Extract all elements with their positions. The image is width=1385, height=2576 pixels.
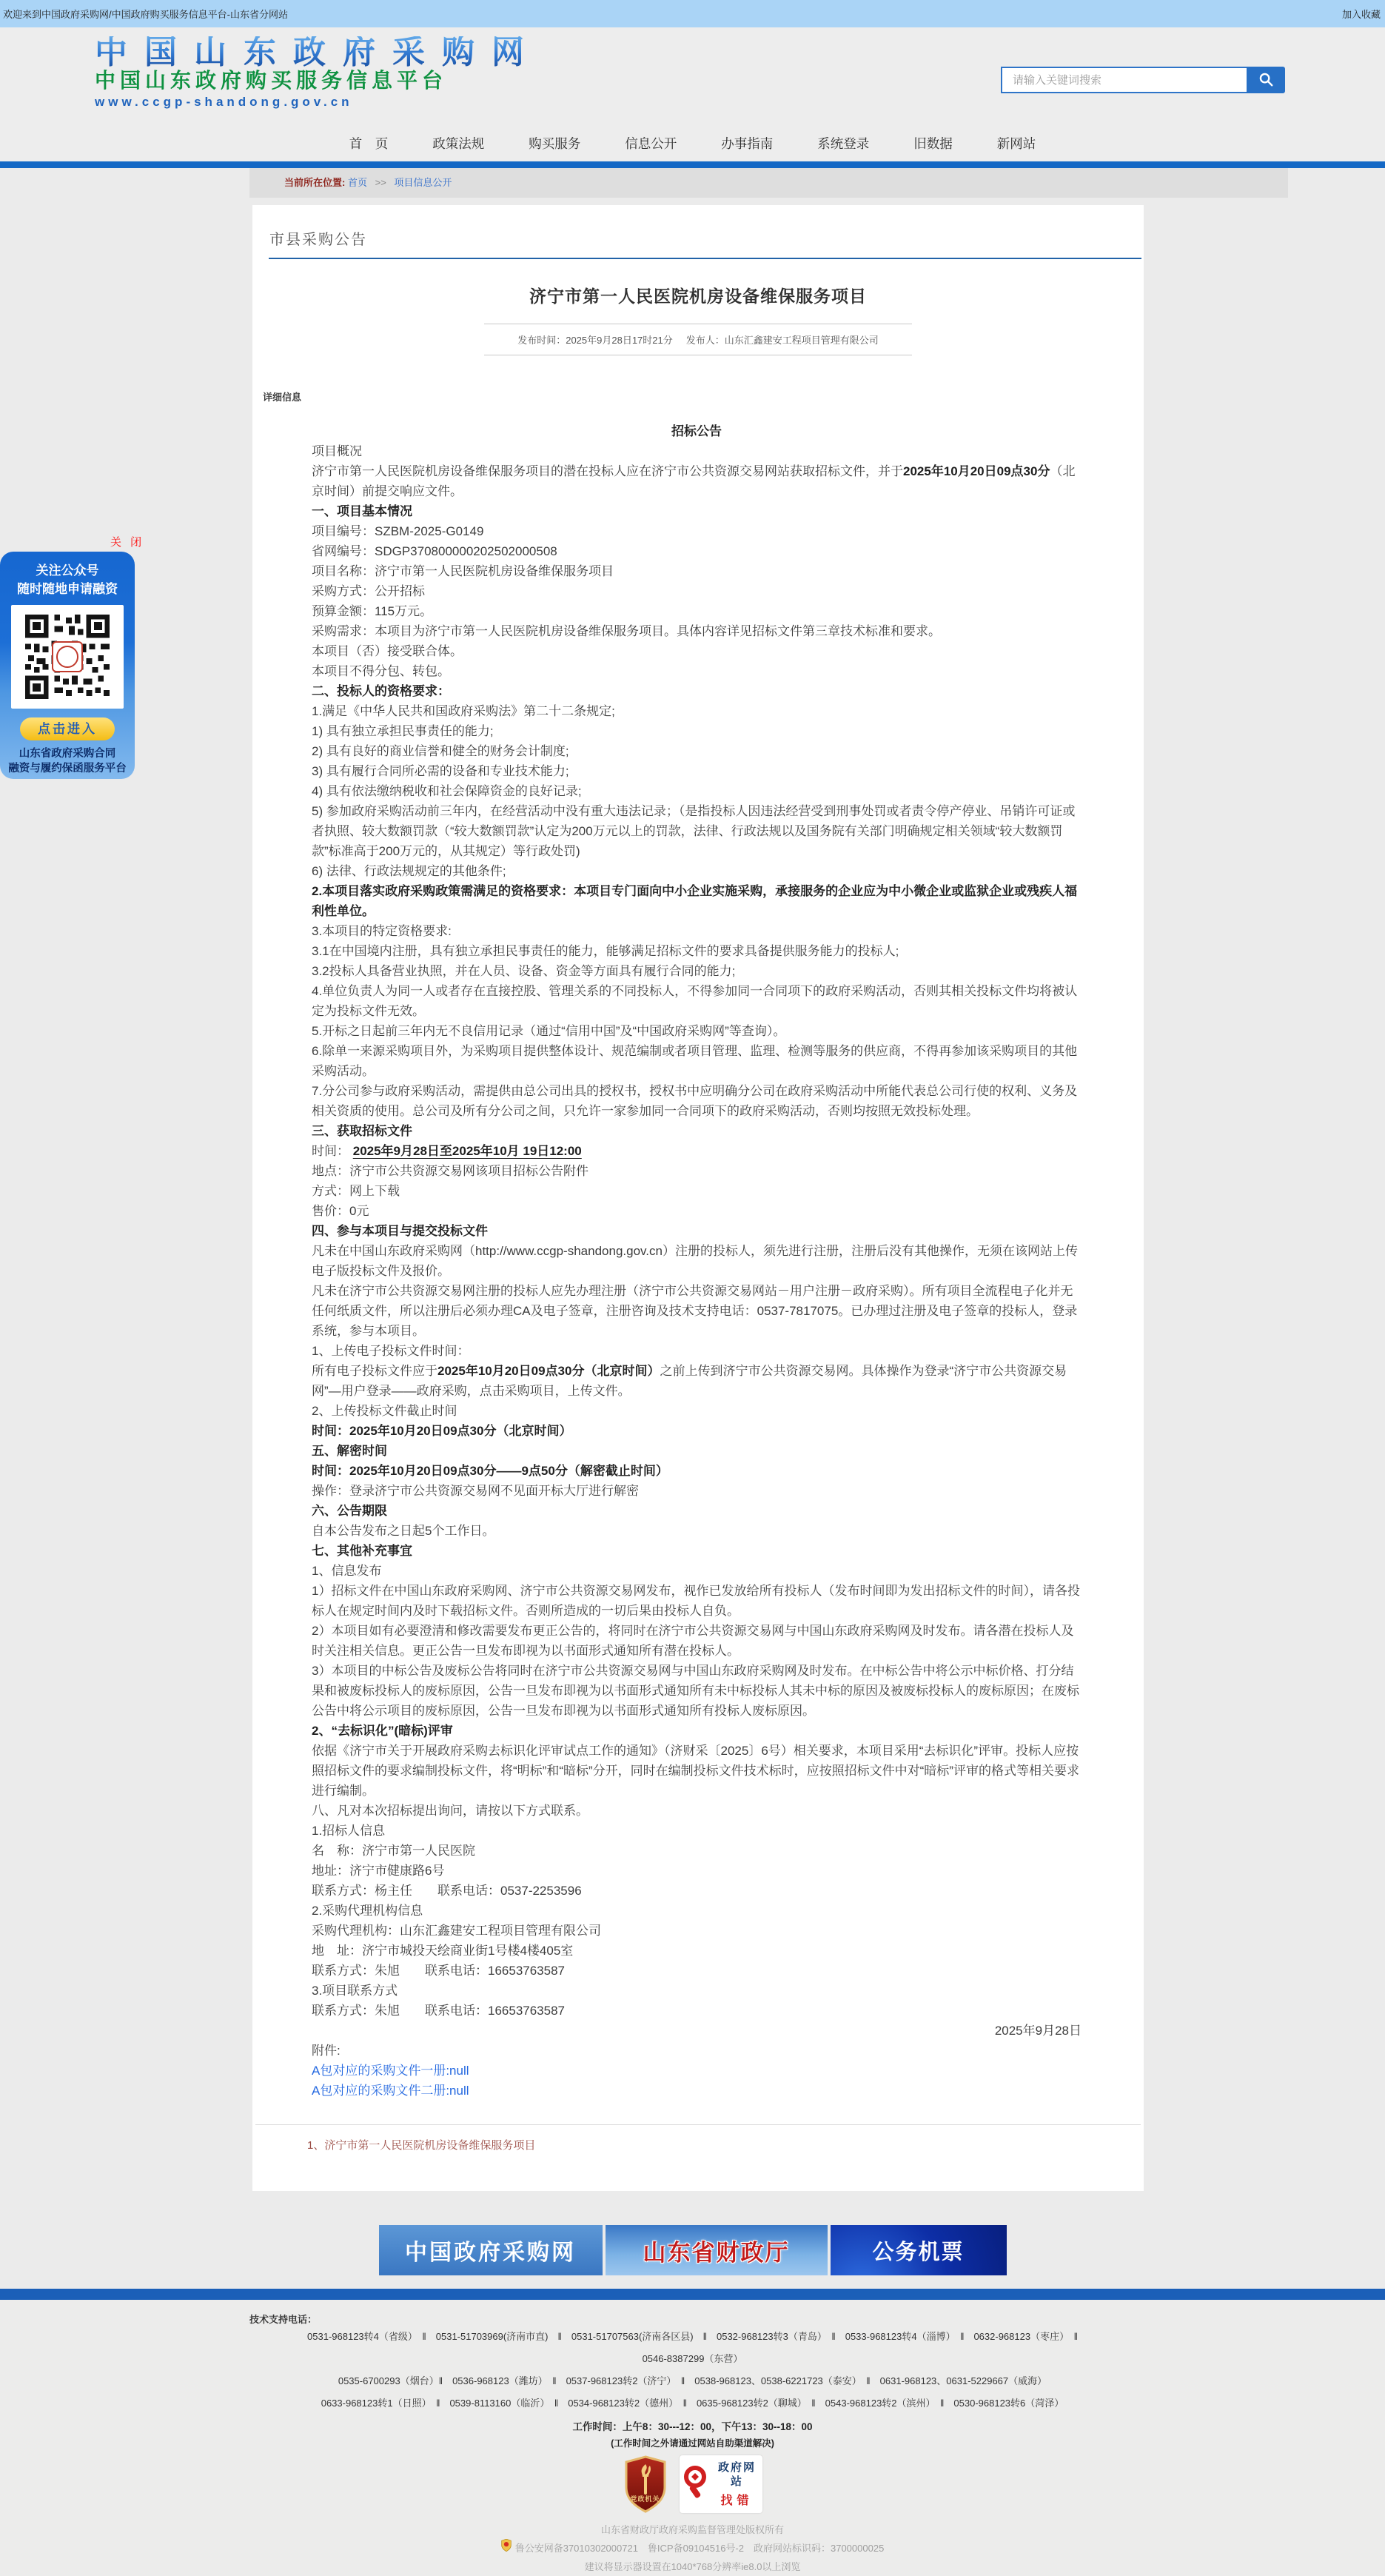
article-paragraph: 1、上传电子投标文件时间： bbox=[312, 1344, 470, 1358]
article-paragraph: 地 址：济宁市城投天绘商业街1号楼4楼405室 bbox=[312, 1944, 574, 1958]
publish-time: 2025年9月28日17时21分 bbox=[566, 335, 673, 346]
article-paragraph: 联系方式：杨主任 联系电话：0537-2253596 bbox=[312, 1884, 582, 1898]
widget-caption-line1: 山东省政府采购合同 bbox=[19, 748, 116, 760]
article-paragraph: 采购方式：公开招标 bbox=[312, 584, 425, 598]
article-paragraph: 联系方式：朱旭 联系电话：16653763587 bbox=[312, 1964, 565, 1978]
article-paragraph: 5.开标之日起前三年内无不良信用记录（通过“信用中国”及“中国政府采购网”等查询）。 bbox=[312, 1024, 786, 1038]
article-paragraph: 操作：登录济宁市公共资源交易网不见面开标大厅进行解密 bbox=[312, 1484, 639, 1498]
article-paragraph: 自本公告发布之日起5个工作日。 bbox=[312, 1524, 495, 1538]
article-paragraph: 所有电子投标文件应于2025年10月20日09点30分（北京时间）之前上传到济宁市公共资源交易网。具体操作为登录“济宁市公共资源交易网”—用户登录——政府采购，点击采购项目，上传文件。 bbox=[312, 1364, 1067, 1398]
banner-shandong-finance[interactable]: 山东省财政厅 bbox=[606, 2225, 828, 2275]
article-paragraph: 项目概况 bbox=[312, 444, 362, 458]
support-phone-line: 0633-968123转1（日照） ‖ 0539-8113160（临沂） ‖ 0534-968123转2（德州） ‖ 0635-968123转2（聊城） ‖ 0543-968123转2（滨州） ‖ 0530-968123转6（菏泽） bbox=[321, 2398, 1064, 2409]
banner-ccgp[interactable]: 中国政府采购网 bbox=[379, 2225, 603, 2275]
gov-site-label: 政府网站 bbox=[717, 2461, 756, 2488]
article-paragraph: 3.项目联系方式 bbox=[312, 1984, 398, 1998]
article-paragraph: 采购需求：本项目为济宁市第一人民医院机房设备维保服务项目。具体内容详见招标文件第三章技术标准和要求。 bbox=[312, 624, 941, 638]
footer bbox=[0, 2300, 1385, 2576]
site-title: 中国山东政府采购网 bbox=[95, 34, 541, 70]
article-paragraph: 项目编号：SZBM-2025-G0149 bbox=[312, 524, 484, 538]
breadcrumb-current-link[interactable]: 项目信息公开 bbox=[394, 177, 452, 188]
support-phone-line: 0546-8387299（东营） bbox=[642, 2353, 743, 2364]
magnifier-icon bbox=[681, 2464, 709, 2505]
article-paragraph: 本项目不得分包、转包。 bbox=[312, 664, 450, 678]
header bbox=[0, 27, 1385, 126]
publish-time-label: 发布时间： bbox=[517, 335, 566, 346]
breadcrumb-home-link[interactable]: 首页 bbox=[347, 177, 367, 188]
article-paragraph: 6.除单一来源采购项目外，为采购项目提供整体设计、规范编制或者项目管理、监理、检测等服务的供应商，不得再参加该采购项目的其他采购活动。 bbox=[312, 1044, 1078, 1078]
copyright-block bbox=[0, 2520, 1385, 2576]
section-title: 市县采购公告 bbox=[269, 232, 367, 248]
police-badge-icon bbox=[501, 2539, 512, 2557]
article-paragraph: 4) 具有依法缴纳税收和社会保障资金的良好记录; bbox=[312, 784, 582, 798]
article-paragraph: 2、“去标识化”(暗标)评审 bbox=[312, 1724, 453, 1738]
article-paragraph: 售价：0元 bbox=[312, 1204, 369, 1218]
article-paragraph bbox=[312, 2061, 1081, 2081]
article-paragraph: 1) 具有独立承担民事责任的能力; bbox=[312, 724, 494, 738]
article-paragraph: 本项目（否）接受联合体。 bbox=[312, 644, 463, 658]
widget-caption bbox=[0, 746, 135, 776]
article-paragraph: 地点：济宁市公共资源交易网该项目招标公告附件 bbox=[312, 1164, 588, 1178]
article-paragraph: 凡未在中国山东政府采购网（http://www.ccgp-shandong.gov.cn）注册的投标人，须先进行注册，注册后没有其他操作，无须在该网站上传电子版投标文件及报价。 bbox=[312, 1244, 1078, 1278]
related-item-link[interactable]: 1、济宁市第一人民医院机房设备维保服务项目 bbox=[307, 2139, 536, 2152]
support-phone-label: 技术支持电话： bbox=[249, 2314, 318, 2325]
article-paragraph: 二、投标人的资格要求： bbox=[312, 684, 450, 698]
nav-divider-bar bbox=[0, 161, 1385, 168]
article-paragraph: 2) 具有良好的商业信誉和健全的财务会计制度; bbox=[312, 744, 569, 758]
partner-banners bbox=[379, 2225, 1007, 2275]
worktime-note: (工作时间之外请通过网站自助渠道解决) bbox=[611, 2438, 774, 2449]
gov-site-error-badge[interactable] bbox=[680, 2455, 762, 2513]
article-paragraph: 6) 法律、行政法规规定的其他条件; bbox=[312, 864, 506, 878]
support-phone-line: 0535-6700293（烟台）‖ 0536-968123（潍坊） ‖ 0537-968123转2（济宁） ‖ 0538-968123、0538-6221723（泰安） ‖ 0631-968123、0631-5229667（威海） bbox=[338, 2375, 1047, 2386]
widget-title-line1: 关注公众号 bbox=[36, 563, 99, 578]
site-url: www.ccgp-shandong.gov.cn bbox=[95, 95, 353, 109]
article-paragraph: 2.本项目落实政府采购政策需满足的资格要求：本项目专门面向中小企业实施采购，承接服务的企业应为中小微企业或监狱企业或残疾人福利性单位。 bbox=[312, 884, 1078, 918]
article-paragraph: 4.单位负责人为同一人或者存在直接控股、管理关系的不同投标人，不得参加同一合同项下的政府采购活动，否则其相关投标文件均将被认定为投标文件无效。 bbox=[312, 984, 1078, 1018]
article-paragraph: 7.分公司参与政府采购活动，需提供由总公司出具的授权书，授权书中应明确分公司在政府采购活动中所能代表总公司行使的权利、义务及相关资质的使用。总公司及所有分公司之间，只允许一家参加同一合同项下的政府采购活动，否则均按照无效投标处理。 bbox=[312, 1084, 1078, 1118]
main-nav bbox=[0, 126, 1385, 161]
party-gov-badge-label: 党政机关 bbox=[630, 2495, 660, 2503]
article-paragraph: 济宁市第一人民医院机房设备维保服务项目的潜在投标人应在济宁市公共资源交易网站获取招标文件，并于2025年10月20日09点30分（北京时间）前提交响应文件。 bbox=[312, 464, 1076, 498]
article-paragraph: 附件: bbox=[312, 2044, 341, 2058]
support-phone-line: 0531-968123转4（省级） ‖ 0531-51703969(济南市直) ‖ 0531-51707563(济南各区县) ‖ 0532-968123转3（青岛） ‖ 0533-968123转4（淄博） ‖ 0632-968123（枣庄） ‖ bbox=[307, 2331, 1078, 2342]
widget-close-link[interactable]: 关 闭 bbox=[110, 536, 145, 549]
worktime-text: 工作时间：上午8：30---12：00，下午13：30--18：00 bbox=[572, 2421, 813, 2432]
resolution-suggest-text: 建议将显示器设置在1040*768分辨率ie8.0以上浏览 bbox=[584, 2561, 801, 2572]
nav-item-home[interactable]: 首 页 bbox=[349, 136, 389, 151]
section-rule bbox=[269, 258, 1141, 259]
nav-item-olddata[interactable]: 旧数据 bbox=[913, 136, 953, 151]
publisher: 山东汇鑫建安工程项目管理有限公司 bbox=[724, 335, 879, 346]
article-paragraph: 1.满足《中华人民共和国政府采购法》第二十二条规定; bbox=[312, 704, 615, 718]
widget-enter-button[interactable]: 点击进入 bbox=[20, 717, 115, 740]
article-paragraph bbox=[312, 2081, 1081, 2101]
banner-official-ticket[interactable]: 公务机票 bbox=[831, 2225, 1007, 2275]
article-paragraph: 依据《济宁市关于开展政府采购去标识化评审试点工作的通知》（济财采〔2025〕6号）相关要求，本项目采用“去标识化”评审。投标人应按照招标文件的要求编制投标文件，将“明标”和“暗标”分开，同时在编制投标文件技术标时，应按照招标文件中对“暗标”评审的格式等相关要求进行编制。 bbox=[312, 1744, 1079, 1798]
breadcrumb bbox=[249, 168, 1288, 198]
article-body bbox=[252, 404, 1144, 2101]
article-paragraph: 2025年9月28日 bbox=[994, 2024, 1081, 2038]
announcement-card bbox=[252, 205, 1144, 2191]
article-paragraph: 时间：2025年10月20日09点30分——9点50分（解密截止时间） bbox=[312, 1464, 668, 1478]
attachment-link[interactable]: A包对应的采购文件二册:null bbox=[312, 2084, 469, 2098]
widget-title-line2: 随时随地申请融资 bbox=[17, 582, 118, 596]
article-paragraph: 六、公告期限 bbox=[312, 1504, 387, 1518]
article-paragraph: 1）招标文件在中国山东政府采购网、济宁市公共资源交易网发布，视作已发放给所有投标人（发布时间即为发出招标文件的时间），请各投标人在规定时间内及时下载招标文件。否则所造成的一切后果由投标人自负。 bbox=[312, 1584, 1080, 1618]
detail-label: 详细信息 bbox=[263, 392, 302, 403]
nav-item-login[interactable]: 系统登录 bbox=[817, 136, 870, 151]
breadcrumb-prefix: 当前所在位置: bbox=[284, 177, 346, 188]
nav-item-info[interactable]: 信息公开 bbox=[625, 136, 677, 151]
article-paragraph: 项目名称：济宁市第一人民医院机房设备维保服务项目 bbox=[312, 564, 614, 578]
beian-text: 鲁公安网备37010302000721 鲁ICP备09104516号-2 政府网站标识码：3700000025 bbox=[514, 2543, 885, 2554]
article-paragraph: 3.本项目的特定资格要求: bbox=[312, 924, 452, 938]
footer-divider-bar bbox=[0, 2289, 1385, 2300]
article-paragraph: 预算金额：115万元。 bbox=[312, 604, 433, 618]
article-paragraph: 采购代理机构：山东汇鑫建安工程项目管理有限公司 bbox=[312, 1924, 601, 1938]
article-title: 济宁市第一人民医院机房设备维保服务项目 bbox=[529, 287, 867, 306]
related-divider bbox=[255, 2124, 1141, 2125]
nav-item-guide[interactable]: 办事指南 bbox=[721, 136, 774, 151]
article-paragraph: 四、参与本项目与提交投标文件 bbox=[312, 1224, 488, 1238]
nav-item-purchase[interactable]: 购买服务 bbox=[529, 136, 581, 151]
article-paragraph: 2）本项目如有必要澄清和修改需要发布更正公告的，将同时在济宁市公共资源交易网与中国山东政府采购网及时发布。请各潜在投标人及时关注相关信息。更正公告一旦发布即视为以书面形式通知所有潜在投标人。 bbox=[312, 1624, 1074, 1658]
article-paragraph: 七、其他补充事宜 bbox=[312, 1544, 412, 1558]
find-error-label: 找错 bbox=[720, 2495, 754, 2507]
topbar-welcome: 欢迎来到中国政府采购网/中国政府购买服务信息平台-山东省分网站 bbox=[3, 9, 288, 20]
search-input[interactable] bbox=[1001, 67, 1247, 93]
article-paragraph: 五、解密时间 bbox=[312, 1444, 387, 1458]
article-paragraph: 1.招标人信息 bbox=[312, 1824, 386, 1838]
favorite-link[interactable]: 加入收藏 bbox=[1341, 9, 1381, 20]
shield-icon bbox=[623, 2503, 668, 2516]
article-paragraph: 名 称：济宁市第一人民医院 bbox=[312, 1844, 475, 1858]
site-subtitle: 中国山东政府购买服务信息平台 bbox=[95, 70, 448, 93]
article-paragraph: 省网编号：SDGP370800000202502000508 bbox=[312, 544, 557, 558]
publisher-label: 发布人： bbox=[685, 335, 725, 346]
article-paragraph: 招标公告 bbox=[671, 424, 722, 438]
finance-qr-widget bbox=[0, 552, 135, 779]
search-icon bbox=[1258, 71, 1274, 90]
article-paragraph: 时间：2025年10月20日09点30分（北京时间） bbox=[312, 1424, 572, 1438]
breadcrumb-separator: >> bbox=[375, 177, 386, 188]
nav-item-policy[interactable]: 政策法规 bbox=[432, 136, 485, 151]
article-paragraph: 1、信息发布 bbox=[312, 1564, 382, 1578]
article-paragraph: 三、获取招标文件 bbox=[312, 1124, 412, 1138]
article-paragraph: 一、项目基本情况 bbox=[312, 504, 412, 518]
party-gov-badge[interactable] bbox=[623, 2455, 668, 2513]
gov-site-error-labels bbox=[714, 2460, 761, 2508]
widget-caption-line2: 融资与履约保函服务平台 bbox=[8, 763, 127, 775]
article-paragraph: 3) 具有履行合同所必需的设备和专业技术能力; bbox=[312, 764, 569, 778]
article-paragraph: 5) 参加政府采购活动前三年内，在经营活动中没有重大违法记录；（是指投标人因违法经营受到刑事处罚或者责令停产停业、吊销许可证或者执照、较大数额罚款（“较大数额罚款”认定为200万元以上的罚款，法律、行政法规以及国务院有关部门明确规定相关领域“较大数额罚款”标准高于200万元的，从其规定）等行政处罚) bbox=[312, 804, 1076, 858]
attachment-link[interactable]: A包对应的采购文件一册:null bbox=[312, 2064, 469, 2078]
article-meta bbox=[484, 324, 912, 355]
article-paragraph: 3）本项目的中标公告及废标公告将同时在济宁市公共资源交易网与中国山东政府采购网及时发布。在中标公告中将公示中标价格、打分结果和被废标投标人的废标原因，公告一旦发布即视为以书面形式通知所有未中标投标人其未中标的原因及被废标投标人的废标原因；在废标公告中将公示项目的废标原因，公告一旦发布即视为以书面形式通知所有投标人废标原因。 bbox=[312, 1664, 1079, 1718]
widget-title bbox=[0, 561, 135, 598]
search-bar bbox=[1001, 67, 1285, 93]
copyright-text: 山东省财政厅政府采购监督管理处版权所有 bbox=[600, 2524, 784, 2535]
article-paragraph: 地址：济宁市健康路6号 bbox=[312, 1864, 445, 1878]
nav-item-newsite[interactable]: 新网站 bbox=[996, 136, 1036, 151]
qr-code bbox=[11, 605, 124, 709]
article-paragraph: 八、凡对本次招标提出询问，请按以下方式联系。 bbox=[312, 1804, 588, 1818]
site-logo bbox=[95, 36, 541, 108]
article-paragraph: 凡未在济宁市公共资源交易网注册的投标人应先办理注册（济宁市公共资源交易网站－用户注册－政府采购）。所有项目全流程电子化并无任何纸质文件，所以注册后必须办理CA及电子签章，注册咨询及技术支持电话：0537-7817075。已办理过注册及电子签章的投标人，登录系统，参与本项目。 bbox=[312, 1284, 1078, 1338]
article-paragraph: 联系方式：朱旭 联系电话：16653763587 bbox=[312, 2004, 565, 2018]
qr-center-logo bbox=[52, 641, 83, 672]
footer-badges bbox=[0, 2455, 1385, 2515]
topbar bbox=[0, 0, 1385, 27]
article-paragraph: 3.1在中国境内注册，具有独立承担民事责任的能力，能够满足招标文件的要求具备提供服务能力的投标人; bbox=[312, 944, 899, 958]
article-paragraph: 3.2投标人具备营业执照，并在人员、设备、资金等方面具有履行合同的能力; bbox=[312, 964, 736, 978]
article-paragraph: 时间： 2025年9月28日至2025年10月 19日12:00 bbox=[312, 1144, 582, 1158]
article-paragraph: 2.采购代理机构信息 bbox=[312, 1904, 423, 1918]
article-paragraph: 方式：网上下载 bbox=[312, 1184, 400, 1198]
article-paragraph: 2、上传投标文件截止时间 bbox=[312, 1404, 457, 1418]
search-button[interactable] bbox=[1247, 67, 1285, 93]
